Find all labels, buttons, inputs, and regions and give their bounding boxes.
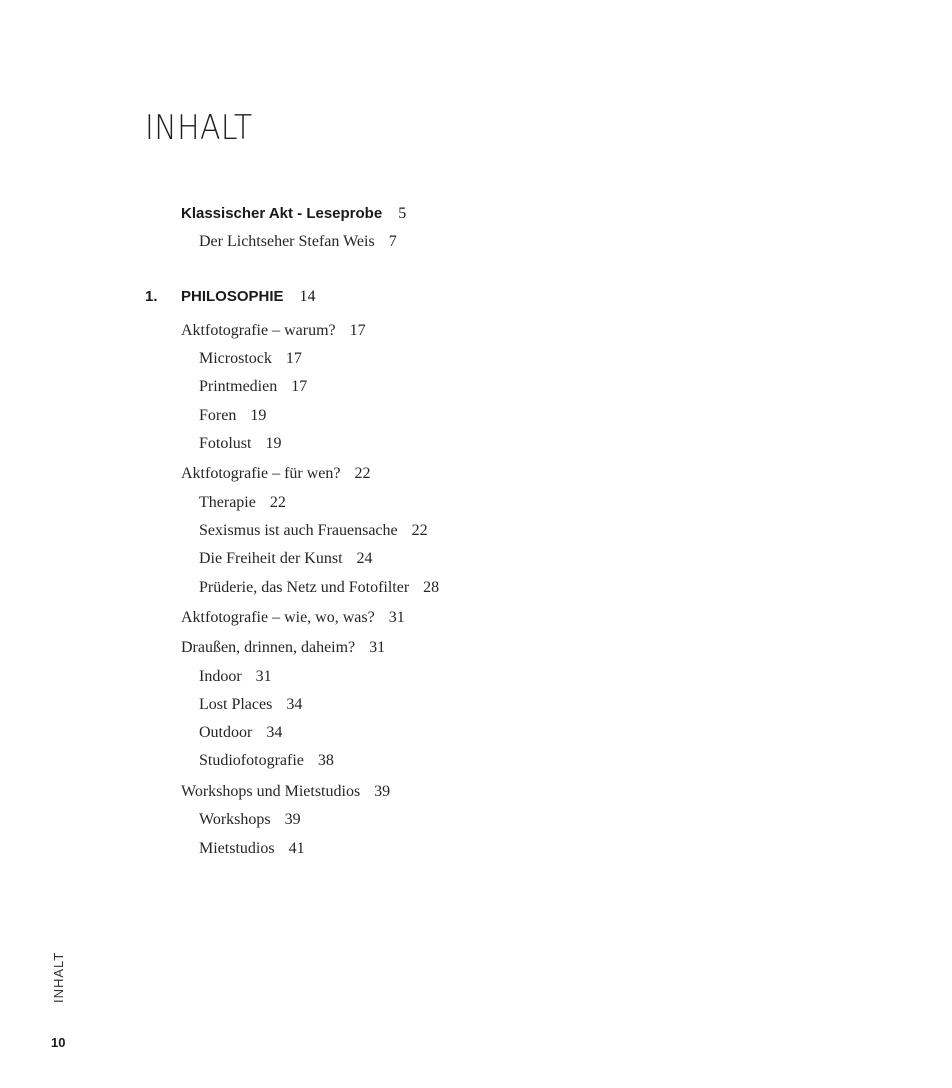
toc-entry-title: Draußen, drinnen, daheim?	[181, 639, 356, 656]
toc-entry-page: 22	[269, 494, 286, 511]
toc-entry-page: 31	[255, 668, 272, 685]
chapter-page: 14	[299, 288, 316, 305]
toc-subentry[interactable]	[199, 696, 302, 714]
toc-subentry[interactable]	[199, 752, 334, 770]
toc-subentry[interactable]	[199, 378, 307, 396]
toc-entry-title: Therapie	[199, 494, 256, 511]
toc-entry-page: 41	[288, 840, 305, 857]
toc-entry[interactable]	[181, 609, 405, 627]
toc-entry-page: 39	[374, 783, 391, 800]
chapter-heading[interactable]	[181, 288, 316, 306]
toc-entry-title: Outdoor	[199, 724, 253, 741]
toc-subentry[interactable]	[199, 407, 266, 425]
toc-entry-title: Aktfotografie – für wen?	[181, 465, 341, 482]
toc-entry-title: Klassischer Akt - Leseprobe	[181, 205, 383, 222]
toc-entry-title: Workshops und Mietstudios	[181, 783, 361, 800]
toc-entry-title: Prüderie, das Netz und Fotofilter	[199, 579, 410, 596]
toc-entry-page: 17	[349, 322, 366, 339]
toc-entry-title: Indoor	[199, 668, 242, 685]
toc-entry-title: Mietstudios	[199, 840, 275, 857]
toc-subentry[interactable]	[199, 350, 302, 368]
toc-subentry[interactable]	[199, 550, 373, 568]
toc-subentry[interactable]	[199, 840, 305, 858]
toc-subentry[interactable]	[199, 579, 439, 597]
toc-entry-page: 31	[369, 639, 386, 656]
toc-entry-page: 38	[317, 752, 334, 769]
toc-entry-title: Die Freiheit der Kunst	[199, 550, 343, 567]
toc-entry[interactable]	[181, 639, 385, 657]
toc-entry-title: Microstock	[199, 350, 272, 367]
toc-entry-lichtseher[interactable]	[199, 233, 397, 251]
toc-entry[interactable]	[181, 465, 371, 483]
toc-entry-page: 17	[291, 378, 308, 395]
toc-entry-title: Aktfotografie – warum?	[181, 322, 336, 339]
toc-entry-page: 5	[398, 205, 407, 222]
toc-entry-title: Aktfotografie – wie, wo, was?	[181, 609, 375, 626]
toc-entry-title: Fotolust	[199, 435, 252, 452]
toc-entry-page: 22	[411, 522, 428, 539]
toc-entry-page: 22	[354, 465, 371, 482]
toc-entry-leseprobe[interactable]	[181, 205, 406, 223]
toc-subentry[interactable]	[199, 724, 282, 742]
toc-entry-page: 31	[388, 609, 405, 626]
toc-subentry[interactable]	[199, 494, 286, 512]
toc-subentry[interactable]	[199, 811, 301, 829]
toc-subentry[interactable]	[199, 668, 272, 686]
toc-entry-page: 28	[423, 579, 440, 596]
toc-entry-page: 34	[286, 696, 303, 713]
toc-entry-page: 34	[266, 724, 283, 741]
page-number: 10	[51, 1035, 66, 1050]
toc-entry-page: 24	[356, 550, 373, 567]
running-head: INHALT	[51, 951, 66, 1003]
toc-entry-title: Sexismus ist auch Frauensache	[199, 522, 398, 539]
toc-entry-title: Foren	[199, 407, 237, 424]
chapter-number: 1.	[145, 288, 158, 305]
toc-entry-page: 7	[388, 233, 397, 250]
toc-entry-page: 39	[284, 811, 301, 828]
chapter-title: PHILOSOPHIE	[181, 288, 284, 305]
toc-entry-page: 19	[265, 435, 282, 452]
toc-entry-title: Printmedien	[199, 378, 278, 395]
toc-entry-page: 19	[250, 407, 267, 424]
toc-entry-title: Studiofotografie	[199, 752, 304, 769]
page-title: INHALT	[145, 108, 253, 148]
toc-entry-title: Lost Places	[199, 696, 273, 713]
toc-subentry[interactable]	[199, 522, 428, 540]
toc-entry-page: 17	[285, 350, 302, 367]
toc-entry-title: Workshops	[199, 811, 271, 828]
toc-entry-title: Der Lichtseher Stefan Weis	[199, 233, 375, 250]
toc-entry[interactable]	[181, 783, 390, 801]
toc-subentry[interactable]	[199, 435, 281, 453]
toc-entry[interactable]	[181, 322, 366, 340]
